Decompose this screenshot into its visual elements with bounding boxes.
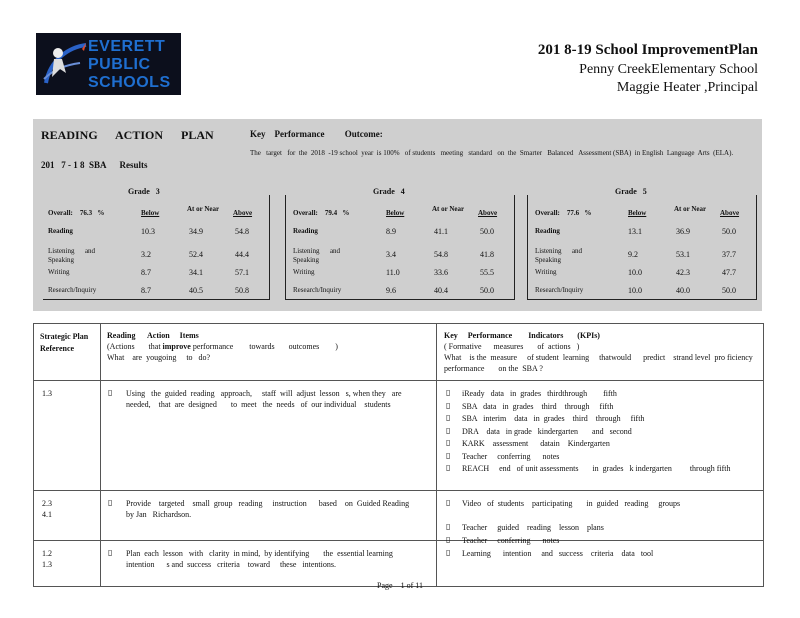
- bullet-icon: ▯: [446, 548, 451, 557]
- kpi-item: Teacher conferring notes: [462, 535, 560, 545]
- kpi-item: DRA data in grade kindergarten and second: [462, 426, 632, 436]
- plan-reference: 2.3 4.1: [42, 499, 52, 519]
- score-value: 36.9: [676, 227, 690, 236]
- score-value: 11.0: [386, 268, 400, 277]
- actions-question: What are yougoing to do?: [107, 353, 211, 362]
- score-row-label: Reading: [535, 227, 560, 235]
- kpi-item: SBA data in grades third through fifth: [462, 401, 614, 411]
- grade-block: [530, 185, 755, 305]
- kpi-item: Teacher conferring notes: [462, 451, 560, 461]
- score-value: 8.7: [141, 286, 151, 295]
- score-value: 3.2: [141, 250, 151, 259]
- score-value: 40.0: [676, 286, 690, 295]
- score-value: 50.0: [722, 286, 736, 295]
- action-item: Using the guided reading approach, staff will adjust lesson s, when they are needed, that are designed to meet the needs of our individual students: [126, 389, 406, 409]
- grade-box-border: [285, 195, 515, 300]
- bullet-icon: ▯: [446, 522, 451, 531]
- score-value: 54.8: [434, 250, 448, 259]
- grade-box-border: [43, 195, 270, 300]
- score-value: 33.6: [434, 268, 448, 277]
- panel-heading: READING ACTION PLAN: [41, 128, 214, 142]
- bullet-icon: ▯: [446, 534, 451, 544]
- score-value: 57.1: [235, 268, 249, 277]
- column-header: Below: [141, 209, 160, 217]
- logo-swoosh-icon: [40, 39, 90, 89]
- column-header: At or Near: [432, 205, 465, 213]
- logo-text-line3: SCHOOLS: [88, 74, 171, 91]
- kpo-label: Key Performance Outcome:: [250, 129, 383, 139]
- kpi-item: REACH end of unit assessments in grades k indergarten through fifth: [462, 464, 731, 473]
- principal-name: Maggie Heater ,Principal: [616, 80, 758, 95]
- kpo-text: The target for the 2018 -19 school year is 100% of students meeting standard on the Smarter Balanced Assessment (SBA) in English Language Arts (ELA).: [250, 149, 734, 157]
- score-value: 54.8: [235, 227, 249, 236]
- score-row-label: Writing: [535, 268, 557, 276]
- score-value: 10.0: [628, 286, 642, 295]
- bullet-icon: ▯: [446, 498, 451, 507]
- plan-title: 201 8-19 School ImprovementPlan: [537, 42, 758, 58]
- plan-reference: 1.3: [42, 389, 52, 398]
- actions-title: Reading Action Items: [107, 331, 199, 340]
- bullet-icon: ▯: [446, 388, 451, 397]
- score-row-label: Listening and Speaking: [535, 247, 584, 264]
- grade-block: [288, 185, 513, 305]
- kpi-item: Teacher guided reading lesson plans: [462, 523, 604, 532]
- score-value: 55.5: [480, 268, 494, 277]
- bullet-icon: ▯: [446, 438, 451, 447]
- reading-results-panel: [33, 119, 762, 311]
- score-value: 50.0: [722, 227, 736, 236]
- bullet-icon: ▯: [108, 548, 113, 557]
- score-value: 53.1: [676, 250, 690, 259]
- column-header: At or Near: [674, 205, 707, 213]
- kpi-item: KARK assessment datain Kindergarten: [462, 439, 610, 448]
- score-row-label: Writing: [293, 268, 315, 276]
- column-header: Above: [720, 209, 740, 217]
- action-item: Plan each lesson with clarity in mind, by identifying the essential learning intention s and success criteria toward these intentions.: [126, 549, 401, 569]
- bullet-icon: ▯: [446, 425, 451, 435]
- action-item: Provide targeted small group reading instruction based on Guided Reading by Jan Richardson.: [126, 499, 418, 519]
- score-value: 42.3: [676, 268, 690, 277]
- bullet-icon: ▯: [446, 450, 451, 460]
- column-header: Above: [233, 209, 253, 217]
- kpis-question: What is the measure of student learning thatwould predict strand level pro ficiency performance on the SBA ?: [444, 353, 759, 373]
- score-value: 50.0: [480, 227, 494, 236]
- bullet-icon: ▯: [446, 463, 451, 472]
- score-value: 37.7: [722, 250, 736, 259]
- column-header: Below: [628, 209, 647, 217]
- score-value: 34.1: [189, 268, 203, 277]
- overall-score: Overall: 77.6 %: [535, 209, 592, 217]
- score-value: 34.9: [189, 227, 203, 236]
- score-value: 8.7: [141, 268, 151, 277]
- bullet-icon: ▯: [108, 388, 113, 397]
- grade-title: Grade 3: [128, 187, 160, 196]
- action-plan-table: [33, 323, 764, 587]
- kpi-item: Learning intention and success criteria data tool: [462, 549, 654, 558]
- grade-title: Grade 4: [373, 187, 405, 196]
- actions-subtitle: (Actions that improve performance towards outcomes ): [107, 342, 338, 351]
- bullet-icon: ▯: [108, 498, 113, 507]
- logo-text-line2: PUBLIC: [88, 56, 151, 73]
- grade-block: [43, 185, 268, 305]
- score-value: 50.8: [235, 286, 249, 295]
- kpi-item: iReady data in grades thirdthrough fifth: [462, 389, 617, 398]
- kpis-subtitle: ( Formative measures of actions ): [444, 342, 580, 351]
- score-value: 9.2: [628, 250, 638, 259]
- kpi-item: Video of students participating in guided reading groups: [462, 499, 681, 508]
- score-value: 40.5: [189, 286, 203, 295]
- page-number: Page 1 of 11: [377, 581, 423, 590]
- score-value: 10.0: [628, 268, 642, 277]
- score-value: 10.3: [141, 227, 155, 236]
- score-row-label: Listening and Speaking: [293, 247, 342, 264]
- score-value: 8.9: [386, 227, 396, 236]
- score-row-label: Research/Inquiry: [535, 286, 584, 294]
- score-value: 9.6: [386, 286, 396, 295]
- col-header-reference: Strategic Plan Reference: [40, 332, 89, 353]
- score-row-label: Listening and Speaking: [48, 247, 97, 264]
- score-value: 47.7: [722, 268, 736, 277]
- grade-box-border: [527, 195, 757, 300]
- kpis-title: Key Performance Indicators (KPIs): [444, 331, 600, 340]
- sba-results-label: 201 7 - 1 8 SBA Results: [41, 160, 148, 170]
- bullet-icon: ▯: [446, 413, 451, 422]
- score-row-label: Writing: [48, 268, 70, 276]
- score-row-label: Research/Inquiry: [48, 286, 97, 294]
- score-value: 13.1: [628, 227, 642, 236]
- overall-score: Overall: 76.3 %: [48, 209, 105, 217]
- school-name: Penny CreekElementary School: [579, 62, 758, 77]
- col-header-kpis: [444, 330, 759, 374]
- district-logo: [36, 33, 181, 95]
- score-value: 40.4: [434, 286, 448, 295]
- bullet-icon: ▯: [446, 400, 451, 410]
- plan-reference: 1.2 1.3: [42, 549, 52, 569]
- score-row-label: Reading: [293, 227, 318, 235]
- score-value: 52.4: [189, 250, 203, 259]
- grade-title: Grade 5: [615, 187, 647, 196]
- overall-score: Overall: 79.4 %: [293, 209, 350, 217]
- column-header: Above: [478, 209, 498, 217]
- kpi-item: SBA interim data in grades third through fifth: [462, 414, 645, 423]
- score-value: 3.4: [386, 250, 396, 259]
- column-header: Below: [386, 209, 405, 217]
- score-value: 41.1: [434, 227, 448, 236]
- score-value: 50.0: [480, 286, 494, 295]
- score-value: 41.8: [480, 250, 494, 259]
- col-header-actions: [107, 330, 429, 363]
- score-row-label: Research/Inquiry: [293, 286, 342, 294]
- score-row-label: Reading: [48, 227, 73, 235]
- logo-text-line1: EVERETT: [88, 38, 166, 55]
- score-value: 44.4: [235, 250, 249, 259]
- column-header: At or Near: [187, 205, 220, 213]
